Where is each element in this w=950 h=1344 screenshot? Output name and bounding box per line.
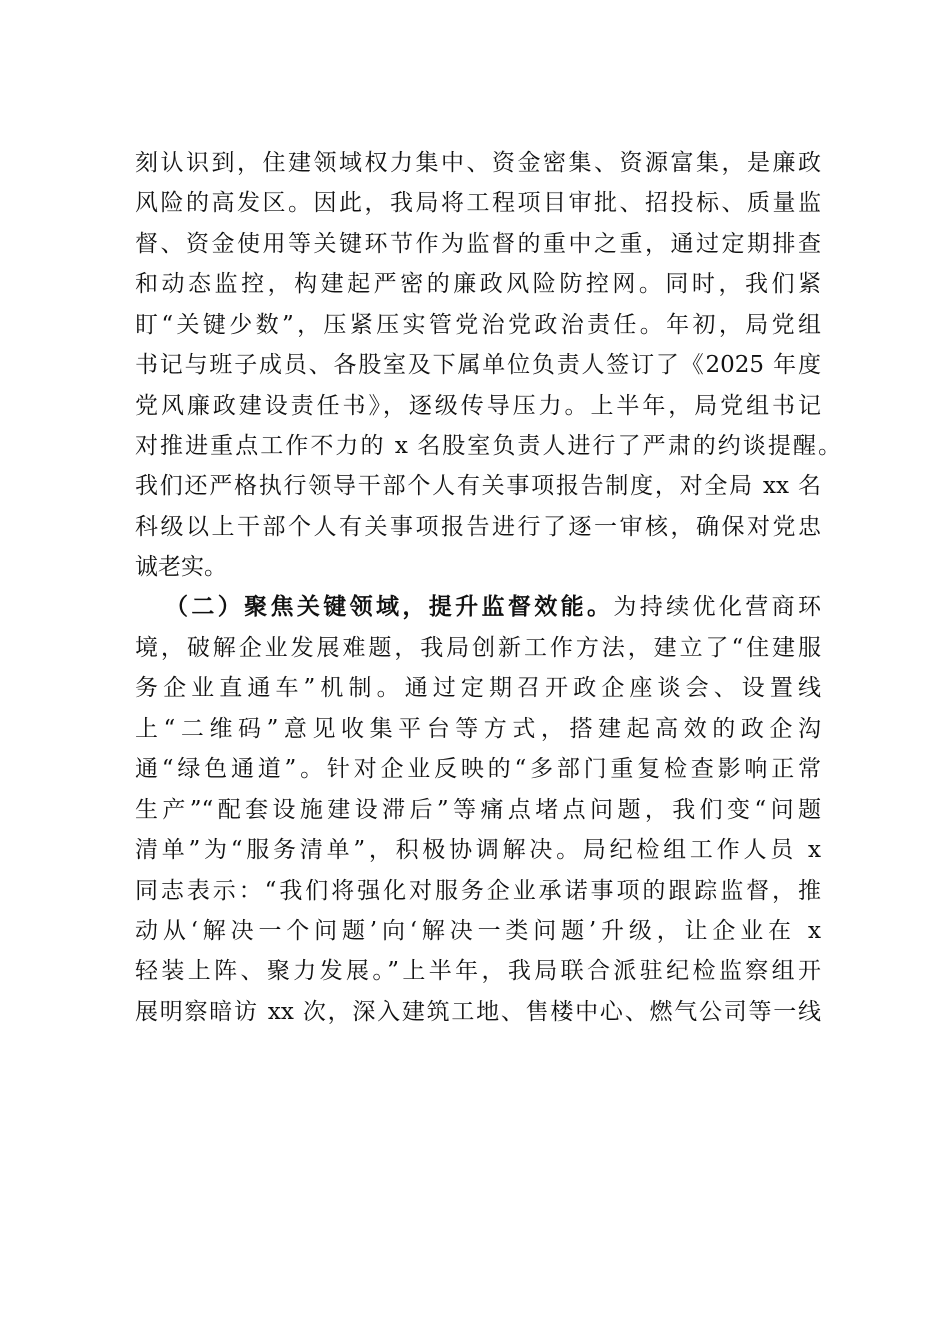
text-line: 上“二维码”意见收集平台等方式，搭建起高效的政企沟 <box>135 716 821 742</box>
section-heading: （二）聚焦关键领域，提升监督效能。 <box>165 593 614 620</box>
text-line: 刻认识到，住建领域权力集中、资金密集、资源富集，是廉政 <box>135 150 821 176</box>
text-line: 生产”“配套设施建设滞后”等痛点堵点问题，我们变“问题 <box>135 797 821 823</box>
text-line: 盯“关键少数”，压紧压实管党治党政治责任。年初，局党组 <box>135 312 821 338</box>
text-line: 展明察暗访 xx 次，深入建筑工地、售楼中心、燃气公司等一线 <box>135 999 821 1025</box>
text-line: 书记与班子成员、各股室及下属单位负责人签订了《2025 年度 <box>135 352 821 378</box>
text-line: 督、资金使用等关键环节作为监督的重中之重，通过定期排查 <box>135 231 821 257</box>
text-line: 风险的高发区。因此，我局将工程项目审批、招投标、质量监 <box>135 190 821 216</box>
text-line: 动从‘解决一个问题’向‘解决一类问题’升级，让企业在 x <box>135 918 821 944</box>
text-line: 我们还严格执行领导干部个人有关事项报告制度，对全局 xx 名 <box>135 473 821 499</box>
text-line: 对推进重点工作不力的 x 名股室负责人进行了严肃的约谈提醒。 <box>135 433 841 459</box>
text-line: 境，破解企业发展难题，我局创新工作方法，建立了“住建服 <box>135 635 821 661</box>
text-line: 清单”为“服务清单”，积极协调解决。局纪检组工作人员 x <box>135 837 821 863</box>
text-line: 和动态监控，构建起严密的廉政风险防控网。同时，我们紧 <box>135 271 821 297</box>
section-first-line <box>165 587 821 627</box>
text-line: 同志表示：“我们将强化对服务企业承诺事项的跟踪监督，推 <box>135 878 821 904</box>
text-line: 科级以上干部个人有关事项报告进行了逐一审核，确保对党忠 <box>135 514 821 540</box>
text-line: 诚老实。 <box>135 554 227 580</box>
text-line: 党风廉政建设责任书》，逐级传导压力。上半年，局党组书记 <box>135 393 821 419</box>
text-line: 务企业直通车”机制。通过定期召开政企座谈会、设置线 <box>135 675 821 701</box>
text-line: 通“绿色通道”。针对企业反映的“多部门重复检查影响正常 <box>135 756 821 782</box>
text-line: 轻装上阵、聚力发展。”上半年，我局联合派驻纪检监察组开 <box>135 958 821 984</box>
section-first-line-text: 为持续优化营商环 <box>613 594 821 620</box>
